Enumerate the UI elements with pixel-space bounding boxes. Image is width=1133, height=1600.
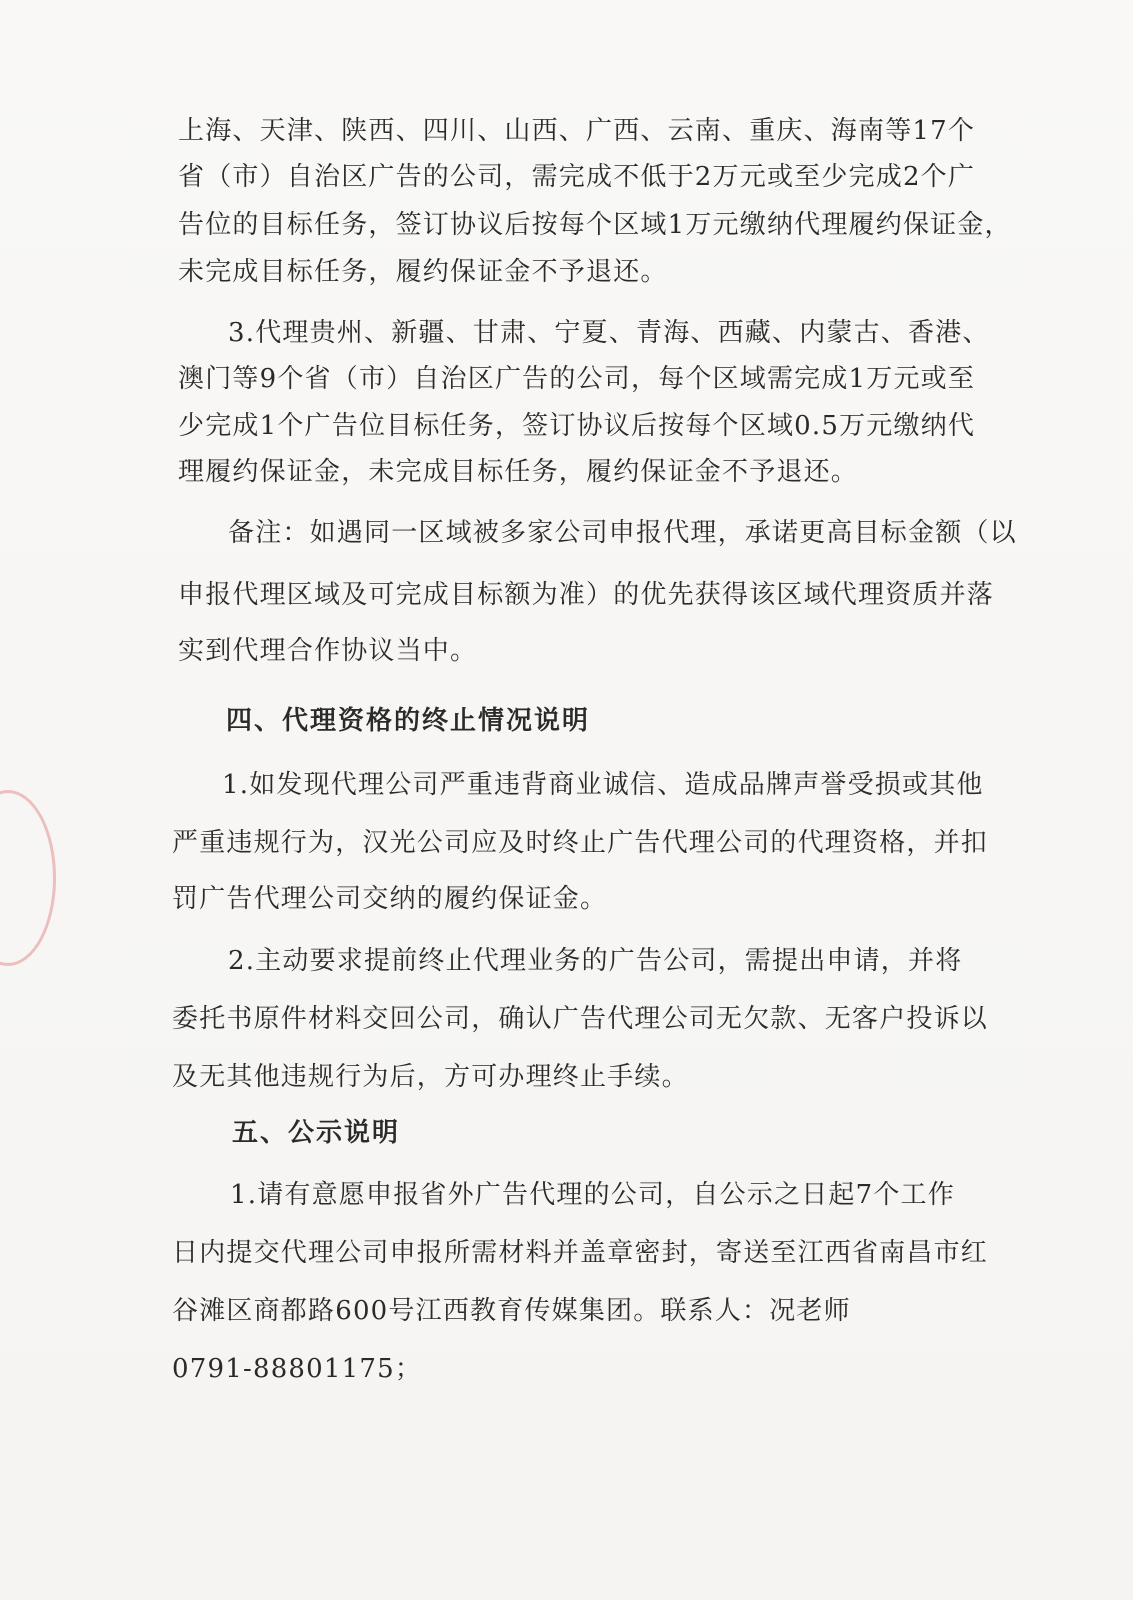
- s4p1-line-2: 严重违规行为，汉光公司应及时终止广告代理公司的代理资格，并扣: [172, 828, 989, 858]
- para1-line-2: 省（市）自治区广告的公司，需完成不低于2万元或至少完成2个广: [178, 162, 976, 192]
- para2-line-2: 澳门等9个省（市）自治区广告的公司，每个区域需完成1万元或至: [178, 364, 976, 394]
- para2-line-1: 3.代理贵州、新疆、甘肃、宁夏、青海、西藏、内蒙古、香港、: [228, 318, 990, 348]
- s4p2-line-2: 委托书原件材料交回公司，确认广告代理公司无欠款、无客户投诉以: [172, 1004, 989, 1034]
- red-seal-stamp: [0, 790, 56, 966]
- s5p1-line-3: 谷滩区商都路600号江西教育传媒集团。联系人：况老师: [172, 1296, 851, 1326]
- note-line-2: 申报代理区域及可完成目标额为准）的优先获得该区域代理资质并落: [178, 580, 995, 610]
- s5p1-line-4: 0791-88801175；: [172, 1354, 423, 1384]
- s4p1-line-1: 1.如发现代理公司严重违背商业诚信、造成品牌声誉受损或其他: [222, 770, 984, 800]
- para1-line-4: 未完成目标任务，履约保证金不予退还。: [178, 257, 668, 287]
- note-line-1: 备注：如遇同一区域被多家公司申报代理，承诺更高目标金额（以: [228, 518, 1017, 548]
- para2-line-4: 理履约保证金，未完成目标任务，履约保证金不予退还。: [178, 457, 859, 487]
- s5p1-line-2: 日内提交代理公司申报所需材料并盖章密封，寄送至江西省南昌市红: [172, 1238, 989, 1268]
- section-5-heading: 五、公示说明: [232, 1118, 401, 1148]
- s4p2-line-1: 2.主动要求提前终止代理业务的广告公司，需提出申请，并将: [228, 946, 963, 976]
- note-line-3: 实到代理合作协议当中。: [178, 636, 478, 666]
- s4p1-line-3: 罚广告代理公司交纳的履约保证金。: [172, 884, 608, 914]
- section-4-heading: 四、代理资格的终止情况说明: [226, 706, 591, 736]
- s5p1-line-1: 1.请有意愿申报省外广告代理的公司，自公示之日起7个工作: [230, 1180, 955, 1210]
- para2-line-3: 少完成1个广告位目标任务，签订协议后按每个区域0.5万元缴纳代: [178, 411, 976, 441]
- para1-line-1: 上海、天津、陕西、四川、山西、广西、云南、重庆、海南等17个: [178, 116, 976, 146]
- s4p2-line-3: 及无其他违规行为后，方可办理终止手续。: [172, 1062, 689, 1092]
- para1-line-3: 告位的目标任务，签订协议后按每个区域1万元缴纳代理履约保证金，: [178, 210, 1012, 240]
